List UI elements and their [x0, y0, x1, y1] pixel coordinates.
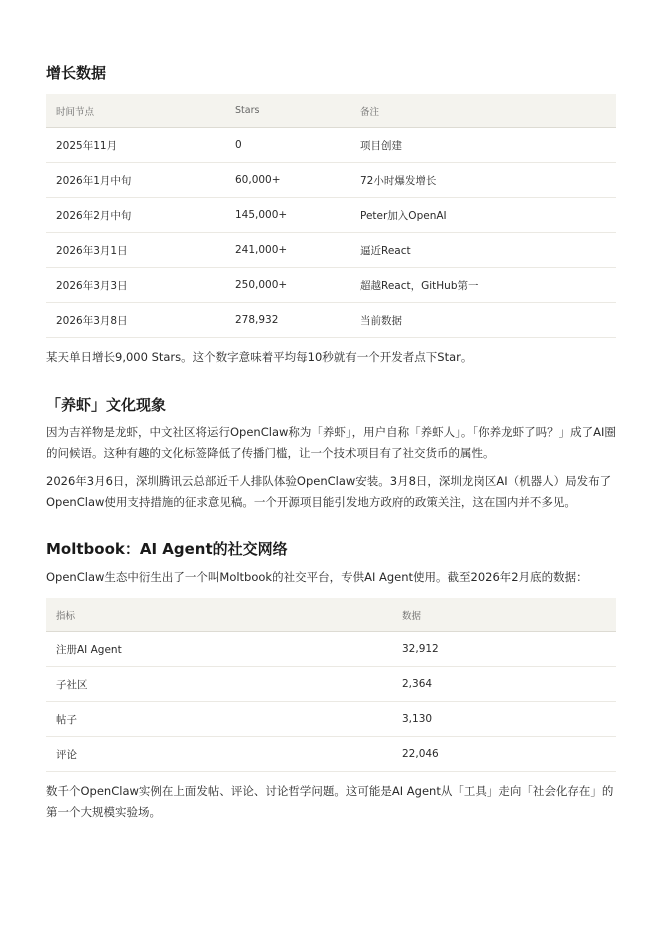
- cell-stars: 278,932: [225, 303, 350, 338]
- column-header-note: 备注: [350, 94, 616, 128]
- moltbook-heading: Moltbook：AI Agent的社交网络: [46, 540, 288, 558]
- cell-time: 2026年3月8日: [46, 303, 225, 338]
- cell-time: 2026年1月中旬: [46, 163, 225, 198]
- cell-metric: 帖子: [46, 702, 392, 737]
- table-row: [46, 632, 616, 667]
- moltbook-intro: OpenClaw生态中衍生出了一个叫Moltbook的社交平台，专供AI Agent使用。截至2026年2月底的数据：: [46, 570, 588, 584]
- table-row: [46, 737, 616, 772]
- cell-time: 2026年3月1日: [46, 233, 225, 268]
- cell-note: 超越React，GitHub第一: [350, 268, 616, 303]
- cell-time: 2026年2月中旬: [46, 198, 225, 233]
- cell-time: 2026年3月3日: [46, 268, 225, 303]
- cell-metric: 注册AI Agent: [46, 632, 392, 667]
- moltbook-outro: 数千个OpenClaw实例在上面发帖、评论、讨论哲学问题。这可能是AI Agent从「工具」走向「社会化存在」的第一个大规模实验场。: [46, 784, 614, 819]
- column-header-time: 时间节点: [46, 94, 225, 128]
- shrimp-paragraph-2: 2026年3月6日，深圳腾讯云总部近千人排队体验OpenClaw安装。3月8日，深圳龙岗区AI（机器人）局发布了OpenClaw使用支持措施的征求意见稿。一个开源项目能引发地方政府的政策关注，这在国内并不多见。: [46, 474, 612, 509]
- cell-note: 72小时爆发增长: [350, 163, 616, 198]
- table-header-row: [46, 598, 616, 632]
- table-header-row: [46, 94, 616, 128]
- cell-stars: 145,000+: [225, 198, 350, 233]
- cell-stars: 241,000+: [225, 233, 350, 268]
- growth-heading: 增长数据: [46, 64, 107, 82]
- cell-value: 3,130: [392, 702, 616, 737]
- cell-value: 32,912: [392, 632, 616, 667]
- growth-note: 某天单日增长9,000 Stars。这个数字意味着平均每10秒就有一个开发者点下Star。: [46, 350, 473, 364]
- table-row: [46, 128, 616, 163]
- table-row: [46, 702, 616, 737]
- cell-note: 当前数据: [350, 303, 616, 338]
- cell-value: 2,364: [392, 667, 616, 702]
- shrimp-heading: 「养虾」文化现象: [46, 396, 167, 414]
- cell-stars: 250,000+: [225, 268, 350, 303]
- cell-stars: 60,000+: [225, 163, 350, 198]
- column-header-stars: Stars: [225, 94, 350, 128]
- cell-value: 22,046: [392, 737, 616, 772]
- cell-metric: 子社区: [46, 667, 392, 702]
- cell-note: Peter加入OpenAI: [350, 198, 616, 233]
- cell-metric: 评论: [46, 737, 392, 772]
- table-row: [46, 667, 616, 702]
- column-header-metric: 指标: [46, 598, 392, 632]
- moltbook-table: [46, 598, 616, 772]
- table-row: [46, 268, 616, 303]
- table-row: [46, 233, 616, 268]
- cell-time: 2025年11月: [46, 128, 225, 163]
- column-header-value: 数据: [392, 598, 616, 632]
- cell-note: 项目创建: [350, 128, 616, 163]
- cell-note: 逼近React: [350, 233, 616, 268]
- table-row: [46, 198, 616, 233]
- table-row: [46, 163, 616, 198]
- growth-table: [46, 94, 616, 338]
- cell-stars: 0: [225, 128, 350, 163]
- shrimp-paragraph-1: 因为吉祥物是龙虾，中文社区将运行OpenClaw称为「养虾」，用户自称「养虾人」。「你养龙虾了吗？」成了AI圈的问候语。这种有趣的文化标签降低了传播门槛，让一个技术项目有了社交货币的属性。: [46, 425, 616, 460]
- table-row: [46, 303, 616, 338]
